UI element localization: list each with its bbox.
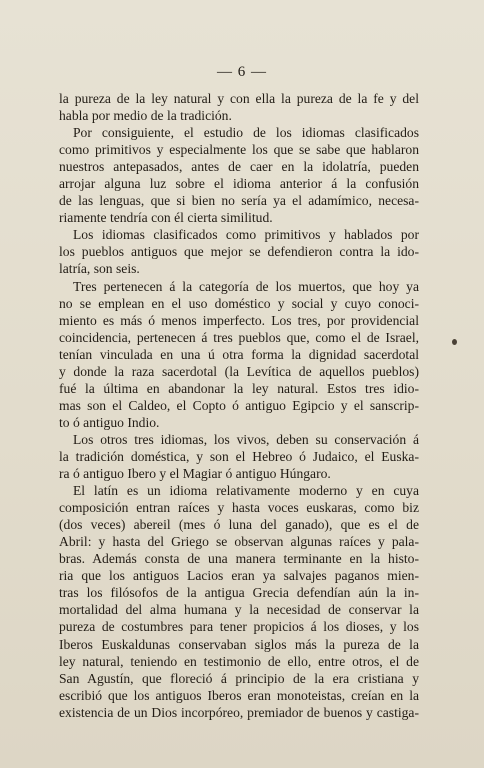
- text-line: riamente tendría con él cierta similitud.: [59, 210, 273, 226]
- text-line: Por consiguiente, el estudio de los idiomas clasificados: [73, 125, 419, 141]
- text-line: ra ó antiguo Ibero y el Magiar ó antiguo Húngaro.: [59, 466, 331, 482]
- text-line: miento es más ó menos imperfecto. Los tres, por providencial: [59, 312, 419, 328]
- text-line: Los otros tres idiomas, los vivos, deben su conservación á: [73, 431, 419, 447]
- text-line: bras. Además consta de una manera terminante en la histo-: [59, 551, 419, 567]
- text-line: ria que los antiguos Lacios eran ya salvajes paganos mien-: [59, 568, 419, 584]
- text-line: ley natural, teniendo en testimonio de ello, entre otros, el de: [59, 653, 419, 669]
- text-line: pureza de costumbres para tener propicios á los dioses, y los: [59, 619, 419, 635]
- text-line: nuestros antepasados, antes de caer en la idolatría, pueden: [59, 159, 419, 175]
- text-line: tras los filósofos de la antigua Grecia defendían aún la in-: [59, 585, 419, 601]
- text-line: coincidencia, pertenecen á tres pueblos que, como el de Israel,: [59, 329, 419, 345]
- text-line: Tres pertenecen á la categoría de los muertos, que hoy ya: [73, 278, 419, 294]
- text-line: la tradición doméstica, y son el Hebreo ó Judaico, el Euska-: [59, 448, 419, 464]
- text-line: Iberos Euskaldunas conservaban siglos más la pureza de la: [59, 636, 419, 652]
- text-line: composición entran raíces y hasta voces euskaras, como biz: [59, 500, 419, 516]
- text-line: (dos veces) abereil (mes ó luna del ganado), que es el de: [59, 517, 419, 533]
- text-line: Los idiomas clasificados como primitivos y hablados por: [73, 227, 419, 243]
- text-line: existencia de un Dios incorpóreo, premiador de buenos y castiga-: [59, 704, 419, 720]
- text-line: no se emplean en el uso doméstico y social y cuyo conoci-: [59, 295, 419, 311]
- text-line: San Agustín, que floreció á principio de la era cristiana y: [59, 670, 419, 686]
- text-line: de las lenguas, que si bien no sería ya el adamímico, necesa-: [59, 193, 419, 209]
- text-line: habla por medio de la tradición.: [59, 108, 232, 124]
- text-line: latría, son seis.: [59, 261, 140, 277]
- text-line: como primitivos y especialmente los que se sabe que hablaron: [59, 142, 419, 158]
- text-line: escribió que los antiguos Iberos eran monoteistas, creían en la: [59, 687, 419, 703]
- ink-spot: [452, 339, 457, 345]
- body-text: [59, 90, 419, 721]
- page-number: — 6 —: [217, 64, 267, 80]
- text-line: El latín es un idioma relativamente moderno y en cuya: [73, 483, 419, 499]
- text-line: fué la última en abandonar la ley natural. Estos tres idio-: [59, 380, 419, 396]
- text-line: y donde la raza sacerdotal (la Levítica de aquellos pueblos): [59, 363, 419, 379]
- text-line: Abril: y hasta del Griego se observan algunas raíces y pala-: [59, 534, 419, 550]
- text-line: la pureza de la ley natural y con ella la pureza de la fe y del: [59, 91, 419, 106]
- text-line: los pueblos antiguos que mejor se defendieron contra la ido-: [59, 244, 419, 260]
- text-line: mortalidad del alma humana y la necesidad de conservar la: [59, 602, 419, 618]
- text-line: arrojar alguna luz sobre el idioma anterior á la confusión: [59, 176, 419, 192]
- text-line: tenían vinculada en una ú otra forma la dignidad sacerdotal: [59, 346, 419, 362]
- text-line: mas son el Caldeo, el Copto ó antiguo Egipcio y el sanscrip-: [59, 397, 419, 413]
- text-line: to ó antiguo Indio.: [59, 414, 160, 430]
